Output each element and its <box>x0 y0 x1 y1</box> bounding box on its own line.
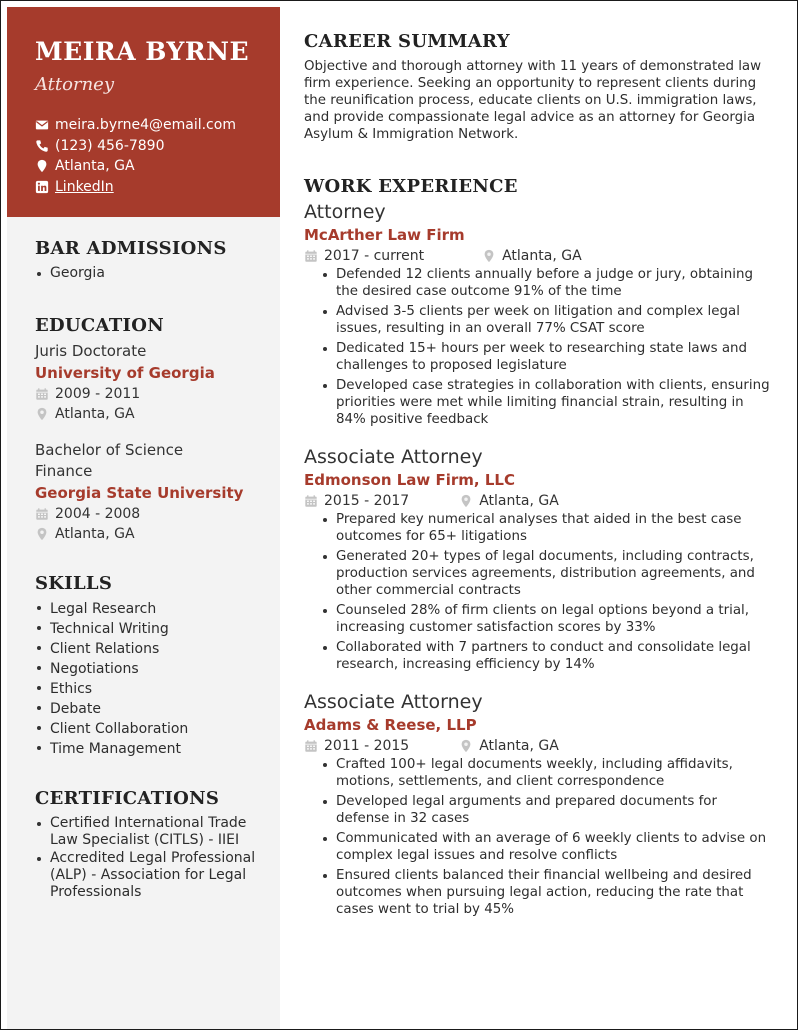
sidebar <box>7 7 280 1029</box>
job-dates: 2015 - 2017 <box>324 493 410 509</box>
location-text: Atlanta, GA <box>55 158 135 175</box>
school-name: Georgia State University <box>35 484 244 502</box>
education-entry <box>35 341 262 424</box>
job-entry <box>304 690 774 918</box>
job-location <box>482 246 582 266</box>
contact-location <box>35 156 260 177</box>
list-item: Georgia <box>35 265 262 282</box>
company-name: Edmonson Law Firm, LLC <box>304 471 515 489</box>
contact-list <box>35 115 260 197</box>
location-pin-icon <box>35 527 49 541</box>
list-item: Developed legal arguments and prepared documents for defense in 32 cases <box>321 793 774 827</box>
header-block <box>7 7 280 217</box>
list-item: Communicated with an average of 6 weekly clients to advise on complex legal issues and resolve conflicts <box>321 830 774 864</box>
dates-text: 2004 - 2008 <box>55 506 141 522</box>
candidate-title: Attorney <box>35 74 115 95</box>
location-text: Atlanta, GA <box>502 248 582 264</box>
phone-icon <box>35 139 49 153</box>
degree: Bachelor of Science <box>35 441 184 459</box>
list-item: Ensured clients balanced their financial wellbeing and desired outcomes when pursuing legal action, reducing the rate that cases went to trial by 45% <box>321 867 774 918</box>
calendar-icon <box>35 507 49 521</box>
company-name: Adams & Reese, LLP <box>304 716 477 734</box>
list-item: Certified International Trade Law Specialist (CITLS) - IIEI <box>35 815 262 849</box>
candidate-name: MEIRA BYRNE <box>35 37 250 66</box>
list-item: Negotiations <box>35 659 262 679</box>
list-item: Legal Research <box>35 599 262 619</box>
calendar-icon <box>304 739 318 753</box>
job-title: Associate Attorney <box>304 446 483 468</box>
job-location <box>459 736 559 756</box>
bar-admissions-list <box>35 265 262 282</box>
education-location <box>35 404 262 424</box>
degree: Juris Doctorate <box>35 342 147 360</box>
location-pin-icon <box>482 249 496 263</box>
education-dates <box>35 504 262 524</box>
location-text: Atlanta, GA <box>479 738 559 754</box>
list-item: Generated 20+ types of legal documents, including contracts, production services agreements, distribution agreements, and other commercial contracts <box>321 548 774 599</box>
main-column <box>304 31 774 918</box>
job-meta <box>304 246 774 266</box>
list-item: Technical Writing <box>35 619 262 639</box>
contact-phone <box>35 136 260 157</box>
job-dates: 2017 - current <box>324 248 425 264</box>
job-meta <box>304 491 774 511</box>
job-bullets <box>304 511 774 673</box>
list-item: Ethics <box>35 679 262 699</box>
education-entry <box>35 440 262 544</box>
bar-admissions-heading: BAR ADMISSIONS <box>35 238 227 259</box>
location-pin-icon <box>35 407 49 421</box>
list-item: Dedicated 15+ hours per week to researching state laws and challenges to proposed legislature <box>321 340 774 374</box>
contact-email[interactable] <box>35 115 260 136</box>
job-title: Attorney <box>304 201 386 223</box>
list-item: Collaborated with 7 partners to conduct and consolidate legal research, increasing efficiency by 14% <box>321 639 774 673</box>
career-summary-heading: CAREER SUMMARY <box>304 31 510 52</box>
calendar-icon <box>304 249 318 263</box>
education-heading: EDUCATION <box>35 315 164 336</box>
calendar-icon <box>304 494 318 508</box>
linkedin-link[interactable]: LinkedIn <box>55 178 114 195</box>
list-item: Time Management <box>35 739 262 759</box>
list-item: Debate <box>35 699 262 719</box>
list-item: Accredited Legal Professional (ALP) - Association for Legal Professionals <box>35 850 262 901</box>
linkedin-icon <box>35 180 49 194</box>
dates-text: 2009 - 2011 <box>55 386 141 402</box>
contact-linkedin[interactable] <box>35 177 260 198</box>
list-item: Prepared key numerical analyses that aided in the best case outcomes for 65+ litigations <box>321 511 774 545</box>
education-location <box>35 524 262 544</box>
mail-icon <box>35 118 49 132</box>
list-item: Developed case strategies in collaboration with clients, ensuring priorities were met while limiting financial strain, resulting in 84% positive feedback <box>321 377 774 428</box>
list-item: Advised 3-5 clients per week on litigation and complex legal issues, resulting in an overall 77% CSAT score <box>321 303 774 337</box>
job-entry <box>304 445 774 673</box>
location-pin-icon <box>459 739 473 753</box>
skills-list <box>35 599 262 759</box>
list-item: Defended 12 clients annually before a judge or jury, obtaining the desired case outcome 91% of the time <box>321 266 774 300</box>
location-text: Atlanta, GA <box>55 406 135 422</box>
certifications-heading: CERTIFICATIONS <box>35 788 220 809</box>
major: Finance <box>35 462 93 480</box>
job-dates: 2011 - 2015 <box>324 738 410 754</box>
job-title: Associate Attorney <box>304 691 483 713</box>
list-item: Client Collaboration <box>35 719 262 739</box>
work-experience-heading: WORK EXPERIENCE <box>304 176 518 197</box>
education-dates <box>35 384 262 404</box>
location-text: Atlanta, GA <box>55 526 135 542</box>
location-pin-icon <box>459 494 473 508</box>
email-text: meira.byrne4@email.com <box>55 117 236 134</box>
company-name: McArther Law Firm <box>304 226 465 244</box>
location-text: Atlanta, GA <box>479 493 559 509</box>
job-meta <box>304 736 774 756</box>
certifications-list <box>35 815 262 901</box>
job-bullets <box>304 756 774 918</box>
calendar-icon <box>35 387 49 401</box>
job-entry <box>304 200 774 428</box>
location-pin-icon <box>35 159 49 173</box>
sidebar-body <box>7 238 280 901</box>
job-location <box>459 491 559 511</box>
list-item: Counseled 28% of firm clients on legal options beyond a trial, increasing customer satisfaction scores by 33% <box>321 602 774 636</box>
school-name: University of Georgia <box>35 364 215 382</box>
job-bullets <box>304 266 774 428</box>
list-item: Crafted 100+ legal documents weekly, including affidavits, motions, settlements, and client correspondence <box>321 756 774 790</box>
career-summary-text: Objective and thorough attorney with 11 years of demonstrated law firm experience. Seeking an opportunity to represent clients during the reunification process, educate clients on U.S. immigration laws, and provide compassionate legal advice as an attorney for Georgia Asylum & Immigration Network. <box>304 59 762 142</box>
list-item: Client Relations <box>35 639 262 659</box>
skills-heading: SKILLS <box>35 573 113 594</box>
phone-text: (123) 456-7890 <box>55 137 165 154</box>
